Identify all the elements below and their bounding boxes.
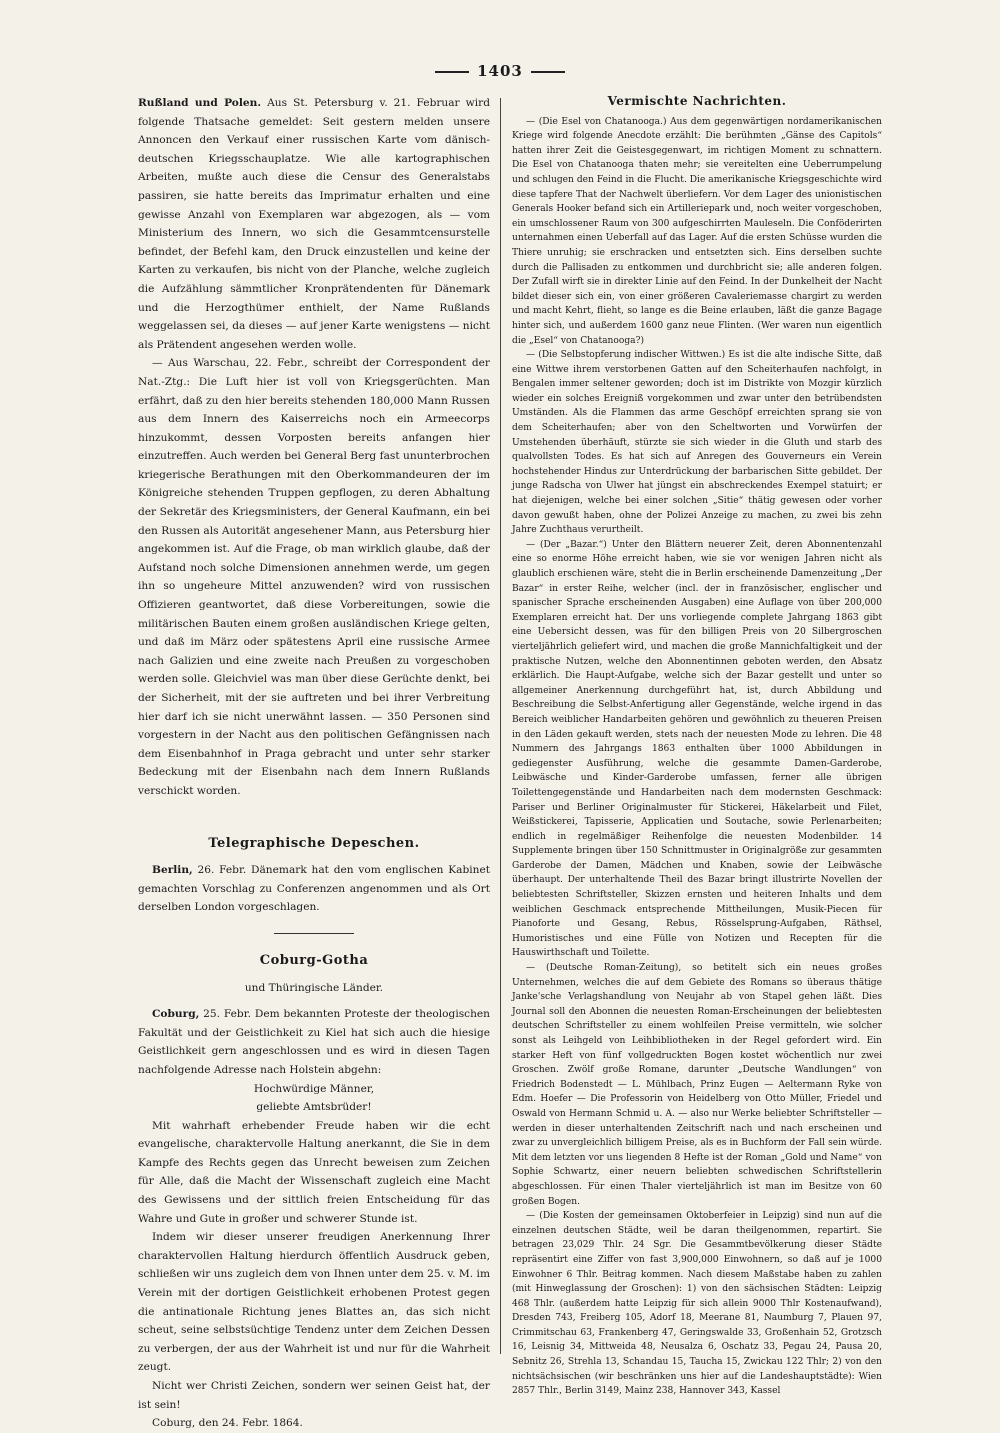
- right-column: [512, 94, 882, 1397]
- article-wittwen: — (Die Selbstopferung indischer Wittwen.) Es ist die alte indische Sitte, daß eine Wittwe ihrem verstorbenen Gatten auf den Scheiterhaufen nachfolgt, in Bengalen immer seltener geworden; doch ist im Distrikte von Mozgir kürzlich wieder ein solches Ereigniß vorgekommen und zwar unter den betrübendsten Umständen. Als die Flammen das arme Geschöpf erreichten sprang sie von dem Scheiterhaufen; aber von den Scheltworten und Vorwürfen der Umstehenden überhäuft, stürzte sie sich wieder in die Gluth und starb des qualvollsten Todes. Es hat sich auf Anregen des Gouverneurs ein Verein hochstehender Hindus zur Unterdrückung der barbarischen Sitte gebildet. Der junge Radscha von Ulwer hat jüngst ein abschreckendes Exempel statuirt; er hat diejenigen, welche bei einer solchen „Sitie“ thätig gewesen oder vorher davon gewußt haben, ohne der Polizei Anzeige zu machen, zu zwei bis zehn Jahre Zuchthaus verurtheilt.: [512, 350, 882, 536]
- folio-rule-right: [531, 71, 565, 73]
- folio-rule-left: [435, 71, 469, 73]
- coburg-heading: Coburg-Gotha: [259, 952, 369, 968]
- vermischte-heading: Vermischte Nachrichten.: [607, 94, 787, 108]
- article-oktoberfeier: — (Die Kosten der gemeinsamen Oktoberfeier in Leipzig) sind nun auf die einzelnen deutschen Städte, weil be daran theilgenommen, repartirt. Sie betragen 23,029 Thlr. 24 Sgr. Die Gesammtbevölkerung dieser Städte repräsentirt eine Ziffer von fast 3,900,000 Einwohnern, so daß auf je 1000 Einwohner 6 Thlr. Beitrag kommen. Nach diesem Maßstabe haben zu zahlen (mit Hinweglassung der Groschen): 1) von den sächsischen Städten: Leipzig 468 Thlr. (außerdem hatte Leipzig für sich allein 9000 Thlr Kostenaufwand), Dresden 743, Freiberg 105, Adorf 18, Meerane 81, Naumburg 7, Plauen 97, Crimmitschau 63, Frankenberg 47, Geringswalde 33, Großenhain 52, Grotzsch 16, Leisnig 34, Mittweida 48, Neusalza 6, Oschatz 33, Pegau 24, Pausa 20, Sebnitz 26, Strehla 13, Schandau 15, Taucha 15, Zwickau 122 Thlr; 2) von den nichtsächsischen (wir beschränken uns hier auf die Landeshauptstädte): Wien 2857 Thlr., Berlin 3149, Mainz 238, Hannover 343, Kassel: [512, 1211, 882, 1397]
- coburg-salutation-1: Hochwürdige Männer,: [253, 1082, 375, 1095]
- page-number-text: 1403: [477, 62, 523, 80]
- coburg-salutation-2: geliebte Amtsbrüder!: [256, 1101, 372, 1114]
- left-column: [138, 94, 490, 1430]
- column-divider: [500, 98, 501, 1354]
- russland-lead: Rußland und Polen.: [138, 97, 262, 109]
- page-number: [0, 62, 1000, 80]
- article-bazar: — (Der „Bazar.“) Unter den Blättern neuerer Zeit, deren Abonnentenzahl eine so enorme Höhe erreicht haben, wie sie vor wenigen Jahren nicht als glaublich erschienen wäre, steht die in Berlin erscheinende Damenzeitung „Der Bazar“ in erster Reihe, welcher (incl. der in französischer, englischer und spanischer Sprache erscheinenden Ausgaben) eine Auflage von über 200,000 Exemplaren erreicht hat. Der uns vorliegende complete Jahrgang 1863 gibt eine Uebersicht dessen, was für den billigen Preis von 20 Silbergroschen vierteljährlich geliefert wird, und machen die große Mannichfaltigkeit und der praktische Nutzen, welche den Abonnentinnen geboten werden, den Absatz erklärlich. Die Haupt-Aufgabe, welche sich der Bazar gestellt und unter so allgemeiner Anerkennung durchgeführt hat, ist, durch Abbildung und Beschreibung die Selbst-Anfertigung aller Gegenstände, welche irgend in das Bereich weiblicher Handarbeiten gehören und gewöhnlich zu theueren Preisen in den Läden gekauft werden, stets nach der neuesten Mode zu lehren. Die 48 Nummern des Jahrgangs 1863 enthalten über 1000 Abbildungen in gediegenster Ausführung, welche die gesammte Damen-Garderobe, Leibwäsche und Kinder-Garderobe umfassen, ferner alle übrigen Toilettengegenstände und Handarbeiten nach dem modernsten Geschmack: Pariser und Berliner Originalmuster für Stickerei, Häkelarbeit und Filet, Weißstickerei, Tapisserie, Applicatien und Soutache, sowie Perlenarbeiten; endlich in regelmäßiger Reihenfolge die neuesten Modenbilder. 14 Supplemente bringen über 150 Schnittmuster in Originalgröße zur gesammten Garderobe der Damen, Mädchen und Knaben, sowie der Leibwäsche überhaupt. Der unterhaltende Theil des Bazar bringt illustrirte Novellen der beliebtesten Schriftsteller, Skizzen ernsten und heiteren Inhalts und dem weiblichen Geschmack entsprechende Mittheilungen, Musik-Piecen für Pianoforte und Gesang, Rebus, Rösselsprung-Aufgaben, Räthsel, Humoristisches und eine Fülle von Notizen und Recepten für die Hauswirthschaft und Toilette.: [512, 539, 882, 959]
- telegraph-lead: Berlin,: [152, 864, 193, 877]
- russland-text-1: Aus St. Petersburg v. 21. Februar wird folgende Thatsache gemeldet: Seit gestern melden unsere Annoncen den Verkauf einer russischen Karte vom dänisch-deutschen Kriegsschauplatze. Wie alle kartographischen Arbeiten, mußte auch diese die Censur des Generalstabs passiren, sie hatte bereits das Imprimatur erhalten und eine gewisse Anzahl von Exemplaren war abgezogen, als — vom Ministerium des Innern, wo sich die Gesammtcensurstelle befindet, der Befehl kam, den Druck einzustellen und keine der Karten zu verkaufen, bis nicht von der Planche, welche zugleich die Aufzählung sämmtlicher Kronprätendenten für Dänemark und die Herzogthümer enthielt, der Name Rußlands weggelassen sei, da dieses — auf jener Karte wenigstens — nicht als Prätendent angesehen werden wolle.: [138, 97, 490, 351]
- coburg-text-1: 25. Febr. Dem bekannten Proteste der theologischen Fakultät und der Geistlichkeit zu Kiel hat sich auch die hiesige Geistlichkeit gern angeschlossen und es wird in diesen Tagen nachfolgende Adresse nach Holstein abgehn:: [138, 1008, 490, 1076]
- article-russland-1: [138, 94, 490, 354]
- spacer: [138, 801, 490, 829]
- article-coburg-3: Indem wir dieser unserer freudigen Anerkennung Ihrer charaktervollen Haltung hierdurch öffentlich Ausdruck geben, schließen wir uns zugleich dem von Ihnen unter dem 25. v. M. im Verein mit der dortigen Geistlichkeit erhobenen Protest gegen die antinationale Richtung jenes Blattes an, das sich nicht scheut, seine selbstsüchtige Tendenz unter dem Zeichen Dessen zu verbergen, der aus der Wahrheit ist und nur für die Wahrheit zeugt.: [138, 1231, 490, 1374]
- article-roman-zeitung: — (Deutsche Roman-Zeitung), so betitelt sich ein neues großes Unternehmen, welches die auf dem Gebiete des Romans so überaus thätige Janke'sche Verlagshandlung von Neujahr ab von Stapel gehen läßt. Dies Journal soll den Abonnen die neuesten Roman-Erscheinungen der beliebtesten deutschen Schriftsteller zu einem wohlfeilen Preise vermitteln, wie solcher sonst als Leihgeld von Leihbibliotheken in der Regel gefordert wird. Ein starker Heft von fünf vollgedruckten Bogen kostet wöchentlich nur zwei Groschen. Zwölf große Romane, darunter „Deutsche Wandlungen“ von Friedrich Bodenstedt — L. Mühlbach, Prinz Eugen — Aeltermann Ryke von Edm. Hoefer — Die Professorin von Heidelberg von Otto Müller, Friedel und Oswald von Hermann Schmid u. A. — also nur Werke beliebter Schriftsteller — werden in dieser unterhaltenden Zeitschrift nach und nach erscheinen und zwar zu unvergleichlich billigem Preise, als es in Buchform der Fall sein würde. Mit dem letzten vor uns liegenden 8 Hefte ist der Roman „Gold und Name“ von Sophie Schwartz, einer neuern beliebten schwedischen Schriftstellerin abgeschlossen. Für einen Thaler vierteljährlich ist man im Besitze von 60 großen Bogen.: [512, 963, 882, 1207]
- article-esel: — (Die Esel von Chatanooga.) Aus dem gegenwärtigen nordamerikanischen Kriege wird folgende Anecdote erzählt: Die berühmten „Gänse des Capitols“ hatten ihrer Zeit die Geistesgegenwart, im richtigen Moment zu schnattern. Die Esel von Chatanooga thaten mehr; sie vereitelten eine Ueberrumpelung und schlugen den Feind in die Flucht. Die amerikanische Kriegsgeschichte wird diese tapfere That der Nachwelt überliefern. Vor dem Lager des unionistischen Generals Hooker befand sich ein Artilleriepark und, noch weiter vorgeschoben, ein umschlossener Raum von 300 aufgeschirrten Mauleseln. Die Conföderirten unternahmen einen Ueberfall auf das Lager. Auf die ersten Schüsse wurden die Thiere unruhig; sie erschracken und entsetzten sich. Eins derselben suchte durch die Pallisaden zu entkommen und durchbricht sie; alle anderen folgen. Der Zufall wirft sie in direkter Linie auf den Feind. In der Dunkelheit der Nacht bildet dieser sich ein, von einer größeren Cavaleriemasse chargirt zu werden und macht Kehrt, flieht, so lange es die Beine erlauben, läßt die ganze Bagage hinter sich, und außerdem 1600 ganz neue Flinten. (Wer waren nun eigentlich die „Esel“ von Chatanooga?): [512, 116, 882, 346]
- article-russland-2: — Aus Warschau, 22. Febr., schreibt der Correspondent der Nat.-Ztg.: Die Luft hier ist voll von Kriegsgerüchten. Man erfährt, daß zu den hier bereits stehenden 180,000 Mann Russen aus dem Innern des Kaiserreichs noch ein Armeecorps hinzukommt, dessen Vorposten bereits anfangen hier einzutreffen. Auch werden bei General Berg fast ununterbrochen kriegerische Berathungen mit den Oberkommandeuren der im Königreiche stehenden Truppen gepflogen, zu deren Abhaltung der Sekretär des Kriegsministers, der General Kaufmann, ein bei den Russen als Autorität angesehener Mann, aus Petersburg hier angekommen ist. Auf die Frage, ob man wirklich glaube, daß der Aufstand noch solche Dimensionen annehmen werde, um gegen ihn so ungeheure Mittel anzuwenden? wird von russischen Offizieren geantwortet, daß diese Vorbereitungen, sowie die militärischen Bauten einem großen ausländischen Kriege gelten, und daß im März oder spätestens April eine russische Armee nach Galizien und eine zweite nach Preußen zu vorgeschoben werden solle. Gleichviel was man über diese Gerüchte denkt, bei der Sicherheit, mit der sie auftreten und bei ihrer Verbreitung hier darf ich sie nicht unerwähnt lassen. — 350 Personen sind vorgestern in der Nacht aus den politischen Gefängnissen nach dem Eisenbahnhof in Praga gebracht und unter sehr starker Bedeckung mit der Eisenbahn nach dem Innern Rußlands verschickt worden.: [138, 357, 490, 797]
- coburg-subheading: und Thüringische Länder.: [244, 981, 384, 994]
- coburg-lead: Coburg,: [152, 1008, 200, 1021]
- article-coburg-1: [138, 1005, 490, 1079]
- article-coburg-4: Nicht wer Christi Zeichen, sondern wer seinen Geist hat, der ist sein!: [138, 1380, 490, 1411]
- telegraph-heading: Telegraphische Depeschen.: [208, 835, 420, 851]
- coburg-date: Coburg, den 24. Febr. 1864.: [152, 1417, 303, 1430]
- article-coburg-2: Mit wahrhaft erhebender Freude haben wir die echt evangelische, charaktervolle Haltung anerkannt, die Sie in dem Kampfe des Rechts gegen das Unrecht beweisen zum Zeichen für Alle, daß die Macht der Wissenschaft zugleich eine Macht des Gewissens und der sittlich freien Entscheidung für das Wahre und Gute in großer und schwerer Stunde ist.: [138, 1119, 490, 1225]
- telegraph-text: 26. Febr. Dänemark hat den vom englischen Kabinet gemachten Vorschlag zu Conferenzen angenommen und als Ort derselben London vorgeschlagen.: [138, 864, 490, 914]
- article-telegraph: [138, 861, 490, 917]
- section-separator: [274, 933, 354, 934]
